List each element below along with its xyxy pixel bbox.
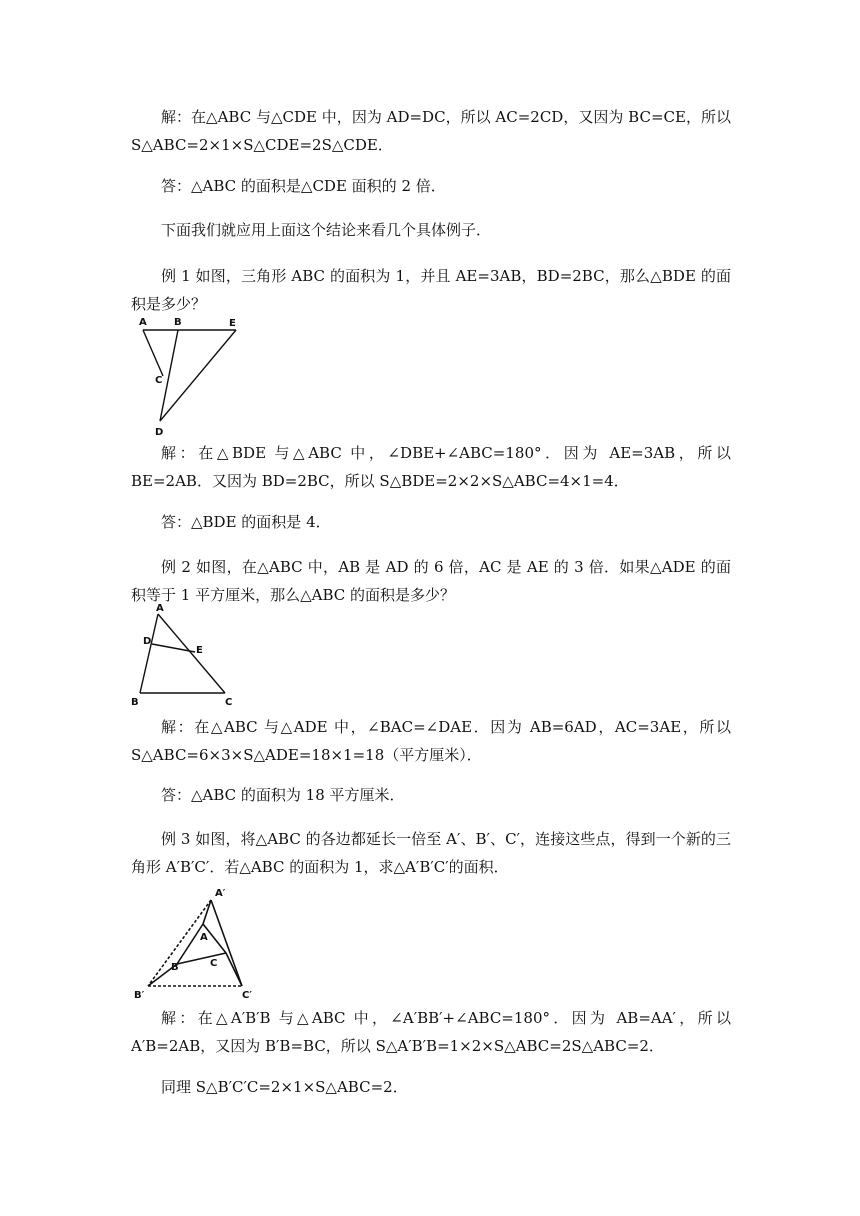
label-c: C xyxy=(155,375,163,386)
label-c: C xyxy=(225,697,233,706)
paragraph-intro-examples: 下面我们就应用上面这个结论来看几个具体例子． xyxy=(161,221,492,239)
paragraph-example-3: 例 3 如图，将△ABC 的各边都延长一倍至 A′、B′、C′，连接这些点，得到一个新的三角形 A′B′C′．若△ABC 的面积为 1，求△A′B′C′的面积． xyxy=(131,830,731,876)
label-a-prime: A′ xyxy=(215,888,226,899)
paragraph-solution-3: 解：在△A′B′B 与△ABC 中，∠A′BB′+∠ABC=180°．因为 AB=AA′，所以 A′B=2AB，又因为 B′B=BC，所以 S△A′B′B=1×2×S△ABC=2S△ABC=2． xyxy=(131,1009,731,1055)
label-c-prime: C′ xyxy=(242,990,252,1001)
figure-example-3 xyxy=(131,882,266,1008)
label-b-prime: B′ xyxy=(134,990,145,1001)
label-c: C xyxy=(210,958,218,969)
paragraph-example-1: 例 1 如图，三角形 ABC 的面积为 1，并且 AE=3AB，BD=2BC，那么△BDE 的面积是多少？ xyxy=(131,267,731,313)
label-b: B xyxy=(131,697,139,706)
triangle-bde-diagram xyxy=(135,313,250,439)
paragraph-solution-2: 解：在△ABC 与△ADE 中，∠BAC=∠DAE．因为 AB=6AD，AC=3AE，所以 S△ABC=6×3×S△ADE=18×1=18（平方厘米）． xyxy=(131,718,731,764)
paragraph-answer-cde: 答：△ABC 的面积是△CDE 面积的 2 倍． xyxy=(161,177,446,195)
paragraph-similar-3: 同理 S△B′C′C=2×1×S△ABC=2． xyxy=(161,1078,408,1096)
label-d: D xyxy=(143,636,152,647)
label-e: E xyxy=(229,318,236,329)
paragraph-example-2: 例 2 如图，在△ABC 中，AB 是 AD 的 6 倍，AC 是 AE 的 3 倍．如果△ADE 的面积等于 1 平方厘米，那么△ABC 的面积是多少？ xyxy=(131,558,731,604)
paragraph-answer-1: 答：△BDE 的面积是 4． xyxy=(161,513,331,531)
label-b: B xyxy=(174,317,182,328)
label-a: A xyxy=(156,603,164,614)
figure-example-1 xyxy=(135,313,250,443)
label-d: D xyxy=(155,427,164,438)
label-a: A xyxy=(139,317,147,328)
label-b: B xyxy=(171,962,179,973)
label-e: E xyxy=(196,645,203,656)
paragraph-solution-cde: 解：在△ABC 与△CDE 中，因为 AD=DC，所以 AC=2CD，又因为 BC=CE，所以 S△ABC=2×1×S△CDE=2S△CDE． xyxy=(131,108,731,154)
triangle-ade-diagram xyxy=(128,601,243,706)
label-a: A xyxy=(200,932,208,943)
paragraph-answer-2: 答：△ABC 的面积为 18 平方厘米． xyxy=(161,786,405,804)
triangle-abc-extended-diagram xyxy=(131,882,266,1004)
paragraph-solution-1: 解：在△BDE 与△ABC 中，∠DBE+∠ABC=180°．因为 AE=3AB，所以 BE=2AB．又因为 BD=2BC，所以 S△BDE=2×2×S△ABC=4×1=4． xyxy=(131,444,731,490)
figure-example-2 xyxy=(128,601,243,710)
